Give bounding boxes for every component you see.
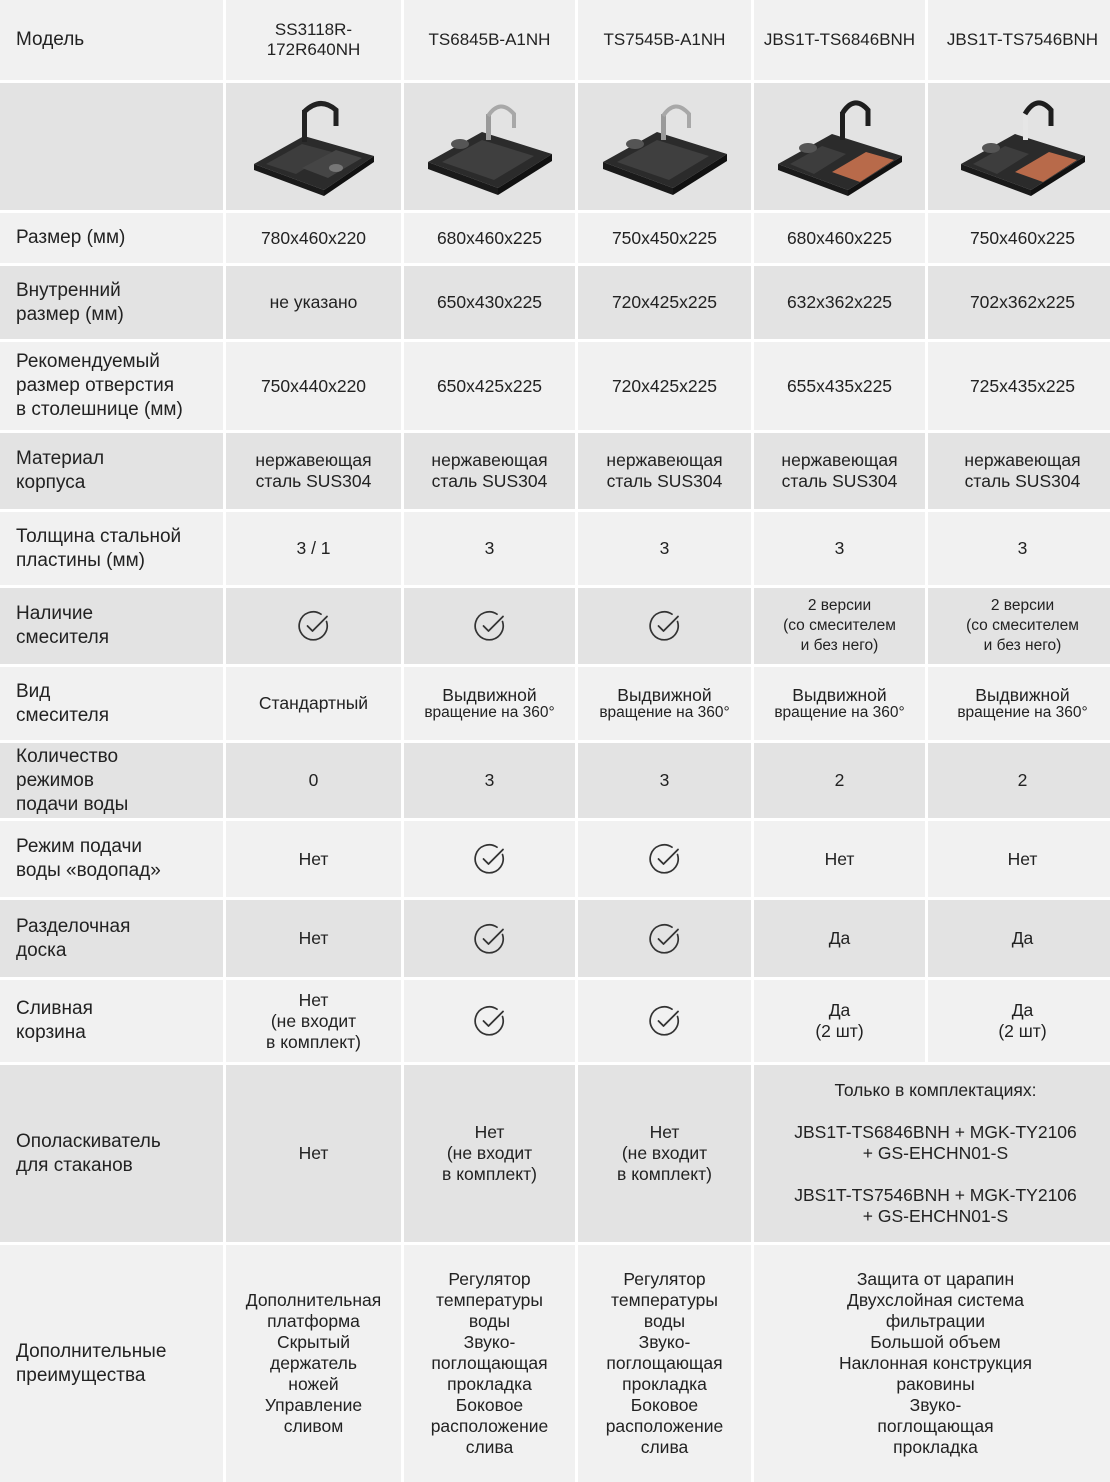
rinser-value: Нет (не входит в комплект)	[404, 1065, 575, 1242]
rinser-combined-value: Только в комплектациях: JBS1T-TS6846BNH + MGK-TY2106 + GS-EHCHN01-S JBS1T-TS7546BNH + MGK-TY2106 + GS-EHCHN01-S	[754, 1065, 1110, 1242]
faucet-type-value	[754, 667, 925, 740]
hole-size-value: 720x425x225	[578, 342, 751, 430]
sink-standard-faucet-icon	[244, 92, 384, 202]
check-circle-icon	[473, 842, 507, 876]
hole-size-value: 650x425x225	[404, 342, 575, 430]
faucet-value	[226, 588, 401, 664]
row-label: Размер (мм)	[0, 213, 223, 263]
model-name: JBS1T-TS6846BNH	[754, 0, 925, 80]
material-value: нержавеющая сталь SUS304	[226, 433, 401, 509]
image-label-cell	[0, 83, 223, 210]
model-name: TS6845B-A1NH	[404, 0, 575, 80]
check-circle-icon	[473, 1004, 507, 1038]
inner-size-value: не указано	[226, 266, 401, 339]
modes-value: 3	[404, 743, 575, 818]
extras-combined-value: Защита от царапин Двухслойная система фильтрации Большой объем Наклонная конструкция раковины Звуко- поглощающая прокладка	[754, 1245, 1110, 1482]
row-label: Наличие смесителя	[0, 588, 223, 664]
check-circle-icon	[648, 609, 682, 643]
inner-size-value: 632x362x225	[754, 266, 925, 339]
waterfall-value	[578, 821, 751, 897]
row-label: Количество режимов подачи воды	[0, 743, 223, 818]
check-circle-icon	[648, 842, 682, 876]
product-image	[578, 83, 751, 210]
row-label: Вид смесителя	[0, 667, 223, 740]
sink-pullout-faucet-icon	[595, 92, 735, 202]
inner-size-value: 720x425x225	[578, 266, 751, 339]
product-image	[404, 83, 575, 210]
row-label: Рекомендуемый размер отверстия в столешнице (мм)	[0, 342, 223, 430]
row-label: Ополаскиватель для стаканов	[0, 1065, 223, 1242]
row-label: Толщина стальной пластины (мм)	[0, 512, 223, 585]
product-image	[928, 83, 1110, 210]
faucet-type-sub: вращение на 360°	[424, 703, 555, 721]
board-value: Да	[928, 900, 1110, 977]
row-label: Режим подачи воды «водопад»	[0, 821, 223, 897]
inner-size-value: 650x430x225	[404, 266, 575, 339]
check-circle-icon	[648, 922, 682, 956]
product-image	[226, 83, 401, 210]
rinser-value: Нет	[226, 1065, 401, 1242]
faucet-type-sub: вращение на 360°	[599, 703, 730, 721]
rinser-value: Нет (не входит в комплект)	[578, 1065, 751, 1242]
check-circle-icon	[473, 609, 507, 643]
waterfall-value	[404, 821, 575, 897]
modes-value: 2	[754, 743, 925, 818]
faucet-type-sub: вращение на 360°	[957, 703, 1088, 721]
row-label: Материал корпуса	[0, 433, 223, 509]
row-label: Разделочная доска	[0, 900, 223, 977]
row-label: Внутренний размер (мм)	[0, 266, 223, 339]
faucet-type-sub: вращение на 360°	[774, 703, 905, 721]
modes-value: 3	[578, 743, 751, 818]
sink-cutting-board-icon	[770, 92, 910, 202]
faucet-value: 2 версии (со смесителем и без него)	[754, 588, 925, 664]
faucet-value: 2 версии (со смесителем и без него)	[928, 588, 1110, 664]
model-name: JBS1T-TS7546BNH	[928, 0, 1110, 80]
faucet-type-value	[928, 667, 1110, 740]
model-name: TS7545B-A1NH	[578, 0, 751, 80]
faucet-type-main: Выдвижной	[792, 684, 887, 705]
model-name: SS3118R- 172R640NH	[226, 0, 401, 80]
extras-value: Регулятор температуры воды Звуко- поглощающая прокладка Боковое расположение слива	[404, 1245, 575, 1482]
size-value: 780x460x220	[226, 213, 401, 263]
inner-size-value: 702x362x225	[928, 266, 1110, 339]
thickness-value: 3	[754, 512, 925, 585]
thickness-value: 3	[928, 512, 1110, 585]
faucet-type-value	[404, 667, 575, 740]
material-value: нержавеющая сталь SUS304	[754, 433, 925, 509]
extras-value: Регулятор температуры воды Звуко- поглощающая прокладка Боковое расположение слива	[578, 1245, 751, 1482]
row-label: Сливная корзина	[0, 980, 223, 1062]
faucet-value	[404, 588, 575, 664]
hole-size-value: 750x440x220	[226, 342, 401, 430]
check-circle-icon	[648, 1004, 682, 1038]
size-value: 750x450x225	[578, 213, 751, 263]
basket-value: Да (2 шт)	[928, 980, 1110, 1062]
basket-value: Да (2 шт)	[754, 980, 925, 1062]
product-image	[754, 83, 925, 210]
faucet-type-value: Стандартный	[226, 667, 401, 740]
material-value: нержавеющая сталь SUS304	[928, 433, 1110, 509]
thickness-value: 3 / 1	[226, 512, 401, 585]
basket-value	[404, 980, 575, 1062]
row-label: Дополнительные преимущества	[0, 1245, 223, 1482]
material-value: нержавеющая сталь SUS304	[404, 433, 575, 509]
faucet-type-main: Выдвижной	[975, 684, 1070, 705]
modes-value: 2	[928, 743, 1110, 818]
board-value: Нет	[226, 900, 401, 977]
faucet-value	[578, 588, 751, 664]
material-value: нержавеющая сталь SUS304	[578, 433, 751, 509]
faucet-type-value	[578, 667, 751, 740]
board-value: Да	[754, 900, 925, 977]
size-value: 680x460x225	[404, 213, 575, 263]
sink-cutting-board-icon	[953, 92, 1093, 202]
size-value: 680x460x225	[754, 213, 925, 263]
waterfall-value: Нет	[226, 821, 401, 897]
waterfall-value: Нет	[928, 821, 1110, 897]
check-circle-icon	[297, 609, 331, 643]
size-value: 750x460x225	[928, 213, 1110, 263]
thickness-value: 3	[578, 512, 751, 585]
hole-size-value: 655x435x225	[754, 342, 925, 430]
basket-value: Нет (не входит в комплект)	[226, 980, 401, 1062]
modes-value: 0	[226, 743, 401, 818]
check-circle-icon	[473, 922, 507, 956]
hole-size-value: 725x435x225	[928, 342, 1110, 430]
faucet-type-main: Выдвижной	[617, 684, 712, 705]
extras-value: Дополнительная платформа Скрытый держатель ножей Управление сливом	[226, 1245, 401, 1482]
waterfall-value: Нет	[754, 821, 925, 897]
basket-value	[578, 980, 751, 1062]
board-value	[404, 900, 575, 977]
faucet-type-main: Выдвижной	[442, 684, 537, 705]
sink-pullout-faucet-icon	[420, 92, 560, 202]
board-value	[578, 900, 751, 977]
header-label: Модель	[0, 0, 223, 80]
thickness-value: 3	[404, 512, 575, 585]
